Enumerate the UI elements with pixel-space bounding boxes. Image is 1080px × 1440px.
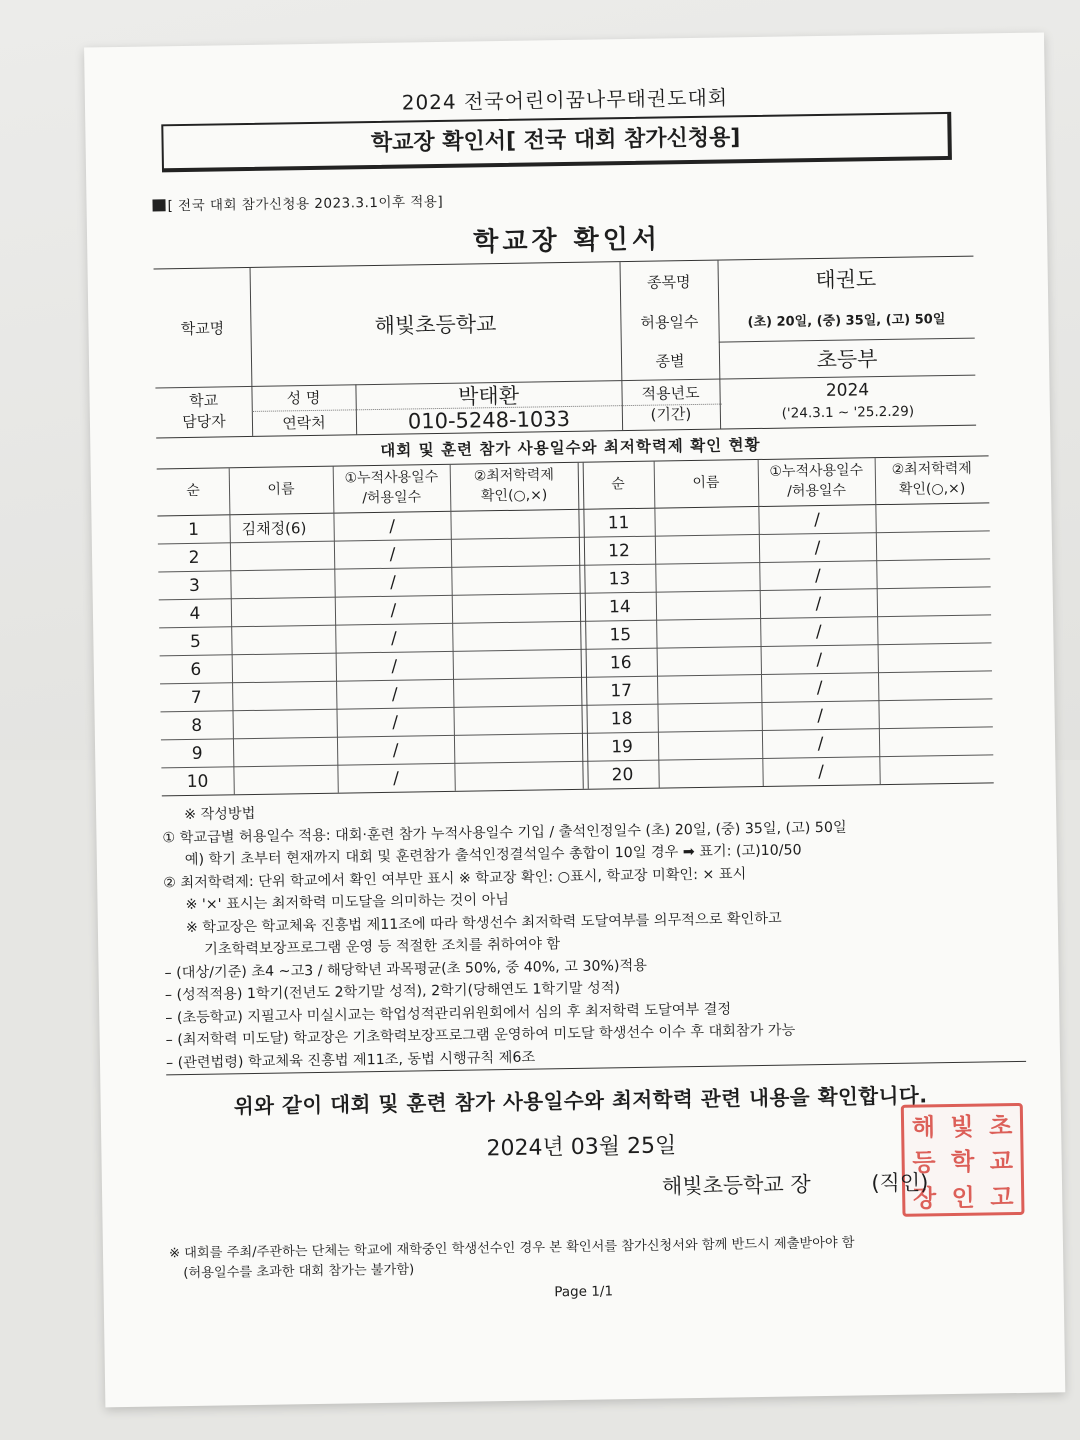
- participation-table: [157, 455, 994, 796]
- row-left-days: /: [392, 740, 399, 761]
- year-number: 2024: [825, 380, 870, 401]
- note-1-example: 예) 학기 초부터 현재까지 대회 및 훈련참가 출석인정결석일수 총합이 10일 경우 ➡ 표기: (고)10/50: [184, 842, 802, 869]
- year-label-1: 적용년도: [641, 383, 700, 403]
- row-left-name: [231, 625, 335, 656]
- year-period: ('24.3.1 ~ '25.2.29): [781, 403, 915, 422]
- confirm-statement: 위와 같이 대회 및 훈련 참가 사용일수와 최저학력 관련 내용을 확인합니다.: [233, 1083, 928, 1119]
- seal-mark: (직인): [871, 1170, 929, 1196]
- row-right-days: /: [817, 733, 824, 754]
- apply-note-text: [ 전국 대회 참가신청용 2023.3.1이후 적용]: [167, 193, 444, 215]
- footer-line-2: (허용일수를 초과한 대회 참가는 불가함): [183, 1262, 415, 1282]
- info-table: [154, 256, 977, 439]
- allow-label: 허용일수: [640, 312, 699, 332]
- row-right-days: /: [815, 593, 822, 614]
- row-right-name: [655, 562, 759, 593]
- row-right-name: [657, 702, 761, 733]
- row-left-no: 1: [188, 519, 200, 540]
- row-left-no: 9: [191, 743, 203, 764]
- row-left-no: 2: [188, 547, 200, 568]
- detail-2: – (성적적용) 1학기(전년도 2학기말 성적), 2학기(당해연도 1학기말 성적): [164, 980, 621, 1004]
- seal-char: 해: [911, 1113, 936, 1142]
- row-left-name: [233, 737, 337, 768]
- seal-char: 교: [989, 1147, 1014, 1176]
- header-min-right-2: 확인(○,×): [898, 480, 966, 498]
- school-label: 학교명: [180, 318, 225, 338]
- header-no-left: 순: [186, 482, 200, 500]
- row-right-days: /: [817, 705, 824, 726]
- official-seal: [901, 1103, 1025, 1217]
- note-2: ② 최저학력제: 단위 학교에서 확인 여부만 표시 ※ 학교장 확인: ○표시, 학교장 미확인: × 표시: [163, 865, 747, 891]
- note-2-b: ※ 학교장은 학교체육 진흥법 제11조에 따라 학생선수 최저학력 도달여부를 의무적으로 확인하고: [185, 910, 782, 936]
- signature-line: [662, 1166, 929, 1200]
- row-right-name: [658, 758, 762, 789]
- row-right-no: 13: [608, 568, 631, 589]
- header-min-left: [450, 463, 579, 511]
- row-right-name: [654, 506, 758, 537]
- year-label: [621, 379, 720, 431]
- row-left-check: [452, 621, 580, 652]
- row-right-check: [879, 754, 993, 785]
- manager-label-2: 담당자: [182, 412, 226, 432]
- document-page: [84, 32, 1065, 1407]
- name-label: 성 명: [286, 388, 321, 408]
- sport-value: 태권도: [815, 267, 877, 293]
- instructions: [162, 791, 1006, 1074]
- signer-name: 해빛초등학교 장: [661, 1172, 811, 1199]
- detail-1: – (대상/기준) 초4 ~고3 / 해당학년 과목평균(초 50%, 중 40%, 고 30%)적용: [164, 957, 648, 981]
- allow-value: (초) 20일, (중) 35일, (고) 50일: [747, 312, 946, 331]
- row-left-no: 10: [186, 771, 209, 792]
- row-left-check: [452, 593, 580, 624]
- contact-value: 010-5248-1033: [407, 406, 571, 433]
- row-left-days: /: [393, 768, 400, 789]
- row-left-name: [232, 653, 336, 684]
- manager-label: [155, 386, 252, 438]
- row-left-name: [231, 597, 335, 628]
- row-right-days: /: [816, 649, 823, 670]
- row-right-check: [878, 642, 992, 673]
- year-label-2: (기간): [650, 405, 692, 424]
- header-min-left-1: ②최저학력제: [473, 467, 555, 485]
- row-left-check: [453, 677, 581, 708]
- footer-note: [169, 1234, 855, 1285]
- header-name-left: 이름: [267, 481, 295, 498]
- row-right-days: /: [814, 537, 821, 558]
- header-days-right-1: ①누적사용일수: [769, 462, 864, 481]
- row-right-name: [655, 534, 759, 565]
- note-2-a: ※ '×' 표시는 최저학력 미도달을 의미하는 것이 아님: [185, 891, 510, 914]
- row-left-days: /: [389, 572, 397, 593]
- row-left-no: 6: [190, 659, 202, 680]
- row-left-check: [454, 761, 582, 792]
- header-days-right-2: /허용일수: [787, 482, 847, 500]
- row-right-no: 16: [609, 652, 632, 673]
- row-right-no: 15: [609, 624, 632, 645]
- row-right-check: [878, 698, 992, 729]
- row-right-no: 14: [608, 596, 631, 617]
- header-days-left-2: /허용일수: [362, 489, 422, 507]
- header-min-right-1: ②최저학력제: [891, 461, 972, 479]
- sport-label: 종목명: [646, 272, 691, 292]
- manager-label-1: 학교: [188, 391, 219, 410]
- header-days-left-1: ①누적사용일수: [344, 469, 439, 487]
- row-left-no: 7: [190, 687, 202, 708]
- row-left-no: 4: [189, 603, 201, 624]
- header-box: 학교장 확인서[ 전국 대회 참가신청용]: [161, 112, 952, 172]
- row-right-no: 17: [610, 680, 633, 701]
- row-left-check: [451, 537, 579, 568]
- section-title: 대회 및 훈련 참가 사용일수와 최저학력제 확인 현황: [380, 435, 761, 460]
- row-right-check: [877, 614, 991, 645]
- row-left-no: 3: [188, 575, 201, 596]
- row-right-name: [656, 590, 760, 621]
- seal-char: 고: [990, 1182, 1014, 1212]
- row-left-days: /: [390, 628, 397, 649]
- row-right-days: /: [814, 509, 821, 530]
- row-left-name: [233, 765, 337, 796]
- header-name-right: 이름: [692, 474, 720, 492]
- row-right-check: [879, 726, 993, 757]
- row-left-days: /: [391, 684, 398, 705]
- row-right-days: /: [817, 761, 825, 782]
- row-left-days: /: [390, 600, 397, 621]
- row-left-days: /: [392, 712, 399, 733]
- row-left-check: [453, 649, 581, 680]
- row-left-days: /: [389, 544, 396, 565]
- footer-line-1: ※ 대회를 주최/주관하는 단체는 학교에 재학중인 학생선수인 경우 본 확인서를 참가신청서와 함께 반드시 제출받아야 함: [168, 1235, 855, 1262]
- header-min-right: [875, 456, 990, 504]
- seal-char: 학: [950, 1148, 975, 1177]
- row-left-check: [450, 509, 578, 540]
- row-right-check: [878, 670, 992, 701]
- seal-char: 인: [951, 1183, 976, 1212]
- header-no-right: 순: [611, 476, 625, 493]
- note-2-c: 기초학력보장프로그램 운영 등 적절한 조치를 취하여야 함: [204, 936, 561, 958]
- row-right-check: [877, 586, 991, 617]
- header-days-left: [333, 465, 451, 513]
- row-right-no: 18: [610, 708, 633, 729]
- seal-char: 등: [912, 1148, 936, 1178]
- row-left-check: [454, 733, 582, 764]
- row-left-name: [232, 709, 336, 740]
- manager-name: 박태환: [457, 383, 520, 409]
- row-left-no: 8: [191, 715, 203, 736]
- row-left-check: [453, 705, 581, 736]
- row-right-name: [656, 618, 760, 649]
- form-title: 학교장 확인서: [473, 224, 662, 258]
- row-right-days: /: [814, 565, 821, 586]
- row-right-check: [876, 530, 990, 561]
- row-right-no: 19: [611, 736, 634, 757]
- detail-3: – (초등학교) 지필고사 미실시교는 학업성적관리위원회에서 심의 후 최저학력 도달여부 결정: [165, 1000, 732, 1026]
- apply-note: [152, 190, 443, 215]
- row-right-name: [658, 730, 762, 761]
- page-number: Page 1/1: [554, 1283, 614, 1301]
- row-right-name: [657, 646, 761, 677]
- year-value: [719, 375, 976, 429]
- event-title: 2024 전국어린이꿈나무태권도대회: [401, 85, 729, 115]
- row-right-check: [875, 502, 989, 533]
- row-right-no: 11: [607, 512, 630, 533]
- row-left-name: [230, 569, 334, 600]
- row-right-no: 20: [611, 764, 634, 785]
- row-left-no: 5: [189, 631, 201, 652]
- seal-char: 초: [988, 1112, 1013, 1141]
- row-left-name: 김채정(6): [241, 519, 307, 539]
- square-bullet-icon: [152, 199, 165, 211]
- row-left-check: [451, 565, 579, 596]
- school-name: 해빛초등학교: [374, 312, 497, 339]
- row-left-days: /: [391, 656, 398, 677]
- row-right-days: /: [816, 677, 823, 698]
- row-left-name: [232, 681, 336, 712]
- category-value: 초등부: [816, 346, 878, 372]
- notes-title: ※ 작성방법: [184, 805, 256, 824]
- row-right-no: 12: [608, 540, 630, 561]
- note-1: ① 학교급별 허용일수 적용: 대회·훈련 참가 누적사용일수 기입 / 출석인정일수 (초) 20일, (중) 35일, (고) 50일: [162, 819, 847, 846]
- header-days-right: [758, 458, 876, 506]
- row-right-check: [876, 558, 990, 589]
- seal-char: 빛: [950, 1112, 974, 1142]
- detail-5: – (관련법령) 학교체육 진흥법 제11조, 동법 시행규칙 제6조: [165, 1049, 536, 1071]
- contact-label: 연락처: [282, 413, 326, 433]
- row-right-days: /: [815, 621, 822, 642]
- issue-date: 2024년 03월 25일: [486, 1133, 677, 1162]
- row-left-name: [230, 541, 334, 572]
- seal-char: 장: [912, 1184, 937, 1213]
- header-min-left-2: 확인(○,×): [480, 487, 548, 505]
- row-right-name: [657, 674, 761, 705]
- row-left-days: /: [389, 516, 396, 537]
- category-label: 종별: [655, 352, 685, 371]
- detail-4: – (최저학력 미도달) 학교장은 기초학력보장프로그램 운영하여 미도달 학생선수 이수 후 대회참가 가능: [165, 1022, 796, 1049]
